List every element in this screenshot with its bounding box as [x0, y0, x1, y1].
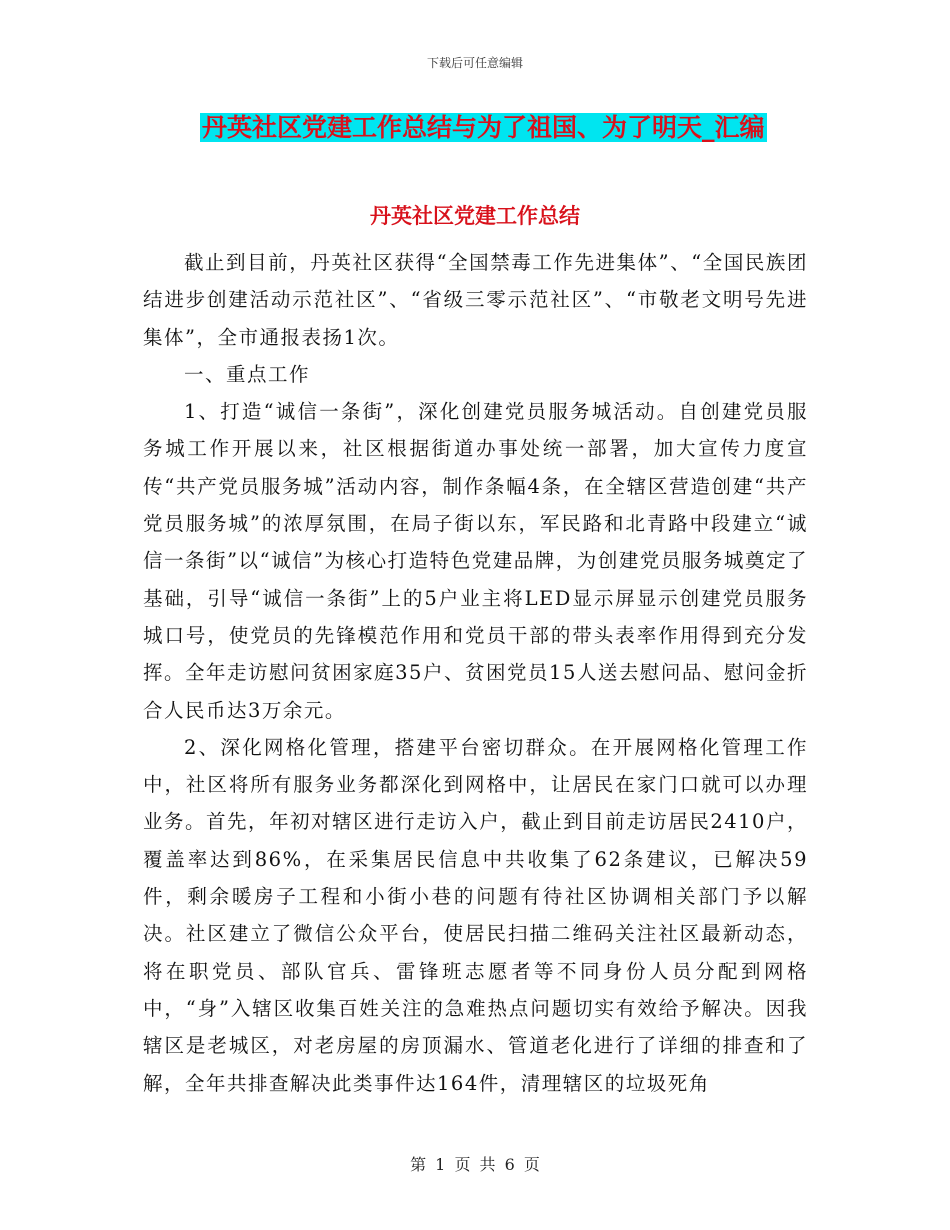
- section-title: 丹英社区党建工作总结: [370, 203, 580, 228]
- main-title: [200, 110, 767, 146]
- document-body: [143, 244, 808, 1102]
- paragraph-heading-key-work: 一、重点工作: [183, 362, 310, 386]
- main-title-text: 丹英社区党建工作总结与为了祖国、为了明天_汇编: [202, 113, 765, 142]
- paragraph-intro: 截止到目前，丹英社区获得“全国禁毒工作先进集体”、“全国民族团结进步创建活动示范社区”、“省级三零示范社区”、“市敬老文明号先进集体”，全市通报表扬1次。: [143, 251, 808, 349]
- paragraph-item-1: 1、打造“诚信一条街”，深化创建党员服务城活动。自创建党员服务城工作开展以来，社区根据街道办事处统一部署，加大宣传力度宣传“共产党员服务城”活动内容，制作条幅4条，在全辖区营造创建“共产党员服务城”的浓厚氛围，在局子街以东，军民路和北青路中段建立“诚信一条街”以“诚信”为核心打造特色党建品牌，为创建党员服务城奠定了基础，引导“诚信一条街”上的5户业主将LED显示屏显示创建党员服务城口号，使党员的先锋模范作用和党员干部的带头表率作用得到充分发挥。全年走访慰问贫困家庭35户、贫困党员15人送去慰问品、慰问金折合人民币达3万余元。: [143, 400, 808, 722]
- header-note: 下载后可任意编辑: [426, 56, 523, 70]
- page-footer: 第 1 页 共 6 页: [410, 1155, 540, 1174]
- paragraph-item-2: 2、深化网格化管理，搭建平台密切群众。在开展网格化管理工作中，社区将所有服务业务都深化到网格中，让居民在家门口就可以办理业务。首先，年初对辖区进行走访入户，截止到目前走访居民2410户，覆盖率达到86%，在采集居民信息中共收集了62条建议，已解决59件，剩余暖房子工程和小街小巷的问题有待社区协调相关部门予以解决。社区建立了微信公众平台，使居民扫描二维码关注社区最新动态，将在职党员、部队官兵、雷锋班志愿者等不同身份人员分配到网格中，“身”入辖区收集百姓关注的急难热点问题切实有效给予解决。因我辖区是老城区，对老房屋的房顶漏水、管道老化进行了详细的排查和了解，全年共排查解决此类事件达164件，清理辖区的垃圾死角: [143, 735, 808, 1095]
